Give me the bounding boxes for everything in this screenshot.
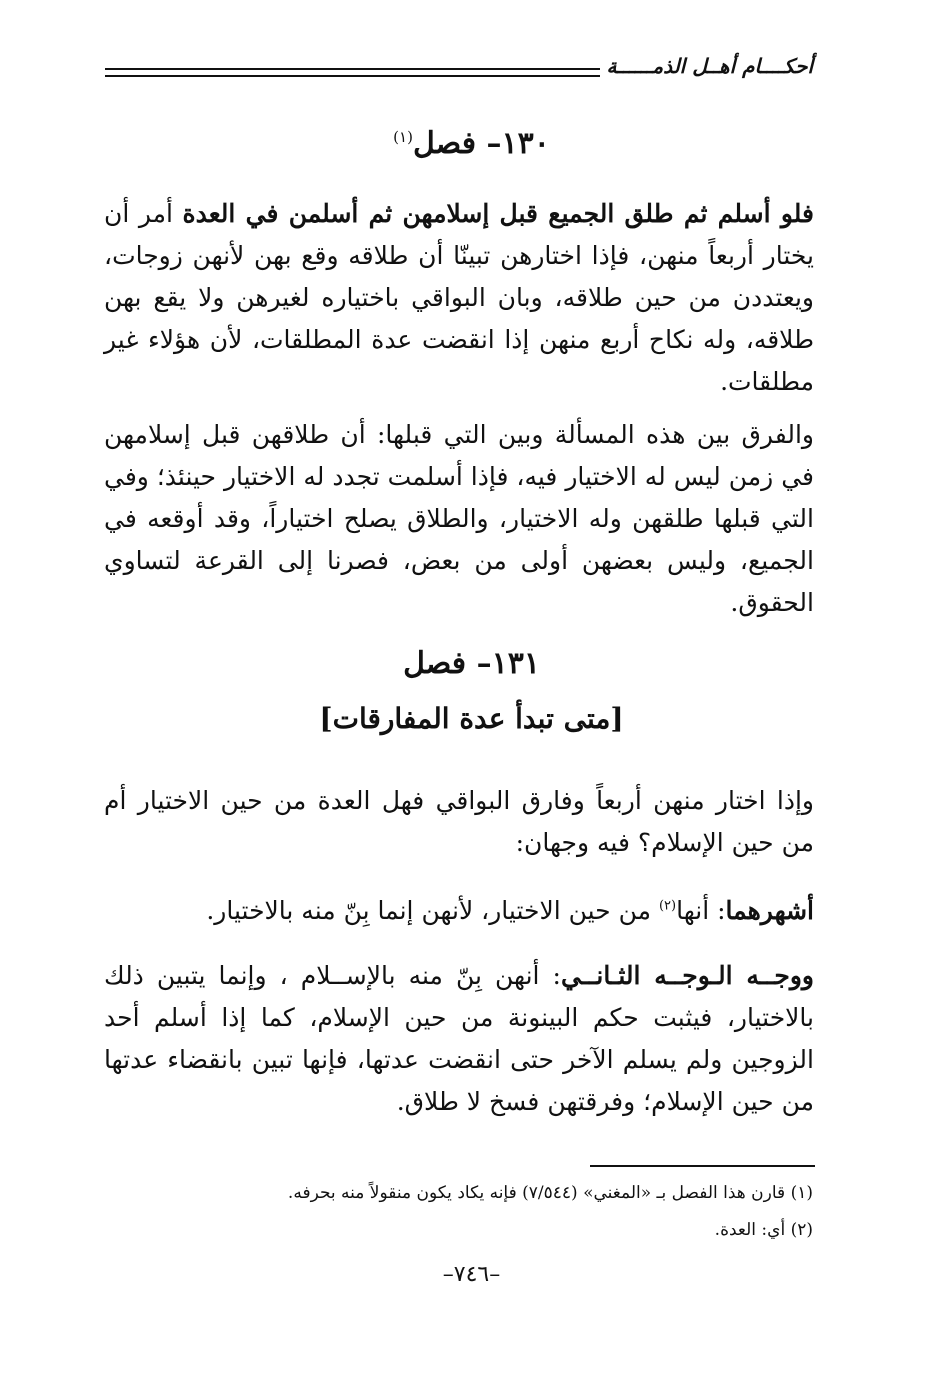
page-number: –٧٤٦–: [442, 1262, 501, 1287]
section-131-subtitle: [متى تبدأ عدة المفارقات]: [319, 702, 624, 735]
section-130-heading: [0, 126, 943, 161]
paragraph-4-lead: أشهرهما: [725, 896, 814, 925]
section-130-number: ١٣٠: [501, 126, 550, 161]
section-130-title: – فصل: [412, 126, 502, 161]
section-131-title: – فصل: [403, 646, 492, 681]
section-131-heading: [0, 646, 943, 681]
paragraph-5-lead: ووجــه الـوجــه الثـانــي: [560, 961, 814, 990]
running-head: أحكــــام أهــل الذمــــــة: [606, 54, 813, 78]
header-rule-top: [105, 68, 600, 70]
paragraph-1: [104, 193, 814, 403]
footnote-ref-1[interactable]: (١): [393, 128, 413, 146]
paragraph-5-rest: : أنهن بِنّ منه بالإســلام ، وإنما يتبين ذلك بالاختيار، فيثبت حكم البينونة من حين الإسلام، كما إذا أسلم أحد الزوجين ولم يسلم الآخر حتى انقضت عدتها، فإنها تبين بانقضاء عدتها من حين الإسلام؛ وفرقتهن فسخ لا طلاق.: [104, 961, 814, 1116]
footnote-2: (٢) أي: العدة.: [714, 1220, 813, 1240]
paragraph-4: [104, 890, 814, 932]
footnote-rule: [590, 1165, 815, 1167]
paragraph-1-lead: فلو أسلم ثم طلق الجميع قبل إسلامهن ثم أسلمن في العدة: [182, 199, 814, 228]
paragraph-3: وإذا اختار منهن أربعاً وفارق البواقي فهل العدة من حين الاختيار أم من حين الإسلام؟ فيه وجهان:: [104, 786, 814, 857]
paragraph-1-rest: أمر أن يختار أربعاً منهن، فإذا اختارهن تبينّا أن طلاقه وقع بهن لأنهن زوجات، ويعتددن من حين طلاقه، وبان البواقي باختياره لغيرهن ولا يقع بهن طلاقه، وله نكاح أربع منهن إذا انقضت عدة المطلقات، لأن هؤلاء غير مطلقات.: [104, 199, 814, 396]
paragraph-4-rest-a: : أنها: [676, 896, 726, 925]
paragraph-2: والفرق بين هذه المسألة وبين التي قبلها: أن طلاقهن قبل إسلامهن في زمن ليس له الاختيار فيه، فإذا أسلمت تجدد له الاختيار حينئذ؛ وفي التي قبلها طلقهن وله الاختيار، والطلاق يصلح اختياراً، وقد أوقعه في الجميع، وليس بعضهن أولى من بعض، فصرنا إلى القرعة لتساوي الحقوق.: [104, 420, 814, 617]
footnote-1: (١) قارن هذا الفصل بـ «المغني» (٧/٥٤٤) فإنه يكاد يكون منقولاً منه بحرفه.: [287, 1183, 813, 1203]
paragraph-5: [104, 955, 814, 1123]
section-131-number: ١٣١: [491, 646, 540, 681]
footnote-ref-2[interactable]: (٢): [658, 898, 677, 914]
paragraph-4-rest-b: من حين الاختيار، لأنهن إنما بِنّ منه بالاختيار.: [206, 896, 659, 925]
header-rule-bottom: [105, 75, 600, 77]
